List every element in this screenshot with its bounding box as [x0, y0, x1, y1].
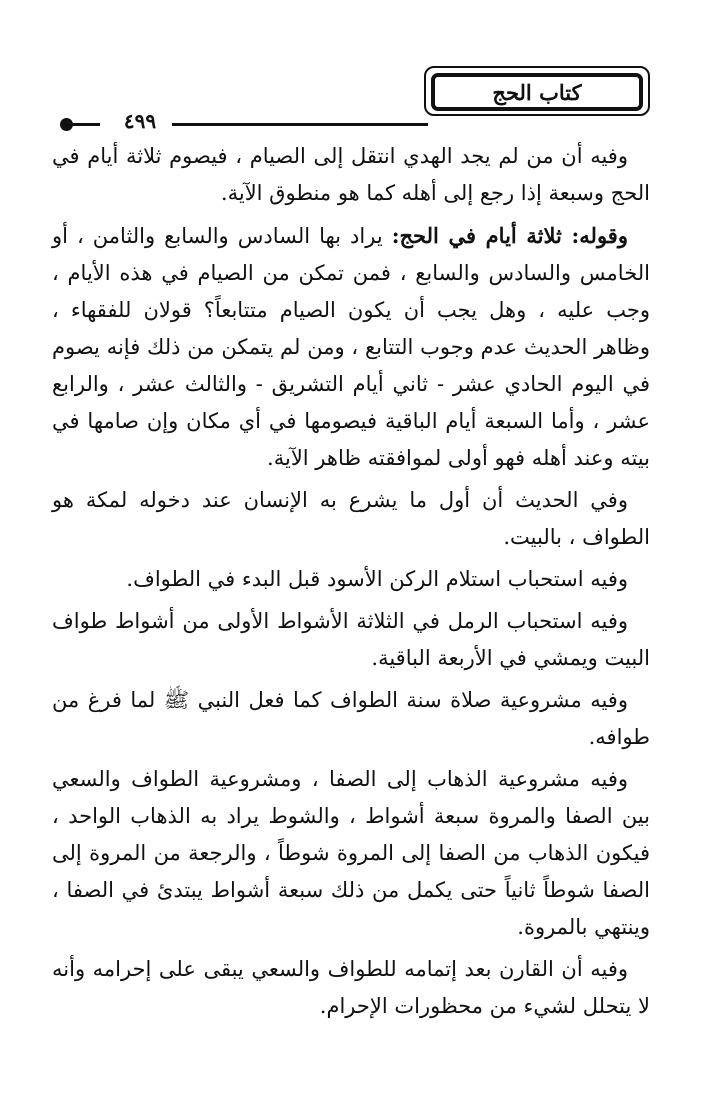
paragraph-6: وفيه مشروعية صلاة سنة الطواف كما فعل النبي ﷺ لما فرغ من طوافه. [52, 688, 650, 749]
paragraph-8: وفيه أن القارن بعد إتمامه للطواف والسعي يبقى على إحرامه وأنه لا يتحلل لشيء من محظورات الإحرام. [52, 957, 650, 1018]
chapter-title-frame [424, 66, 650, 116]
paragraph-2 [52, 217, 650, 477]
rule-segment-right [172, 123, 228, 126]
paragraph-3: وفي الحديث أن أول ما يشرع به الإنسان عند دخوله لمكة هو الطواف ، بالبيت. [52, 488, 650, 549]
paragraph-2-text: يراد بها السادس والسابع والثامن ، أو الخامس والسادس والسابع ، فمن تمكن من الصيام في هذه الأيام ، وجب عليه ، وهل يجب أن يكون الصيام متتابعاً؟ قولان للفقهاء ، وظاهر الحديث عدم وجوب التتابع ، ومن لم يتمكن من ذلك فإنه يصوم في اليوم الحادي عشر - ثاني أيام التشريق - والثالث عشر ، والرابع عشر ، وأما السبعة أيام الباقية فيصومها في أي مكان وإن صامها في بيته وعند أهله فهو أولى لموافقته ظاهر الآية. [52, 224, 650, 470]
paragraph-2-lead: وقوله: ثلاثة أيام في الحج: [391, 223, 628, 248]
header-rule [60, 109, 228, 133]
paragraph-5: وفيه استحباب الرمل في الثلاثة الأشواط الأولى من أشواط طواف البيت ويمشي في الأربعة الباقية. [52, 609, 650, 670]
paragraph-7: وفيه مشروعية الذهاب إلى الصفا ، ومشروعية الطواف والسعي بين الصفا والمروة سبعة أشواط ، والشوط يراد به الذهاب الواحد ، فيكون الذهاب من الصفا إلى المروة شوطاً ، والرجعة من المروة إلى الصفا شوطاً ثانياً حتى يكمل من ذلك سبعة أشواط يبتدئ في الصفا ، وينتهي بالمروة. [52, 767, 650, 939]
rule-segment-left [72, 123, 100, 126]
page-body [52, 138, 650, 1025]
paragraph-1: وفيه أن من لم يجد الهدي انتقل إلى الصيام ، فيصوم ثلاثة أيام في الحج وسبعة إذا رجع إلى أهله كما هو منطوق الآية. [52, 144, 650, 205]
chapter-title: كتاب الحج [431, 73, 643, 111]
header-rule-long [228, 123, 428, 126]
page-number: ٤٩٩ [123, 109, 157, 133]
paragraph-4: وفيه استحباب استلام الركن الأسود قبل البدء في الطواف. [126, 567, 628, 591]
page-header [60, 66, 650, 133]
